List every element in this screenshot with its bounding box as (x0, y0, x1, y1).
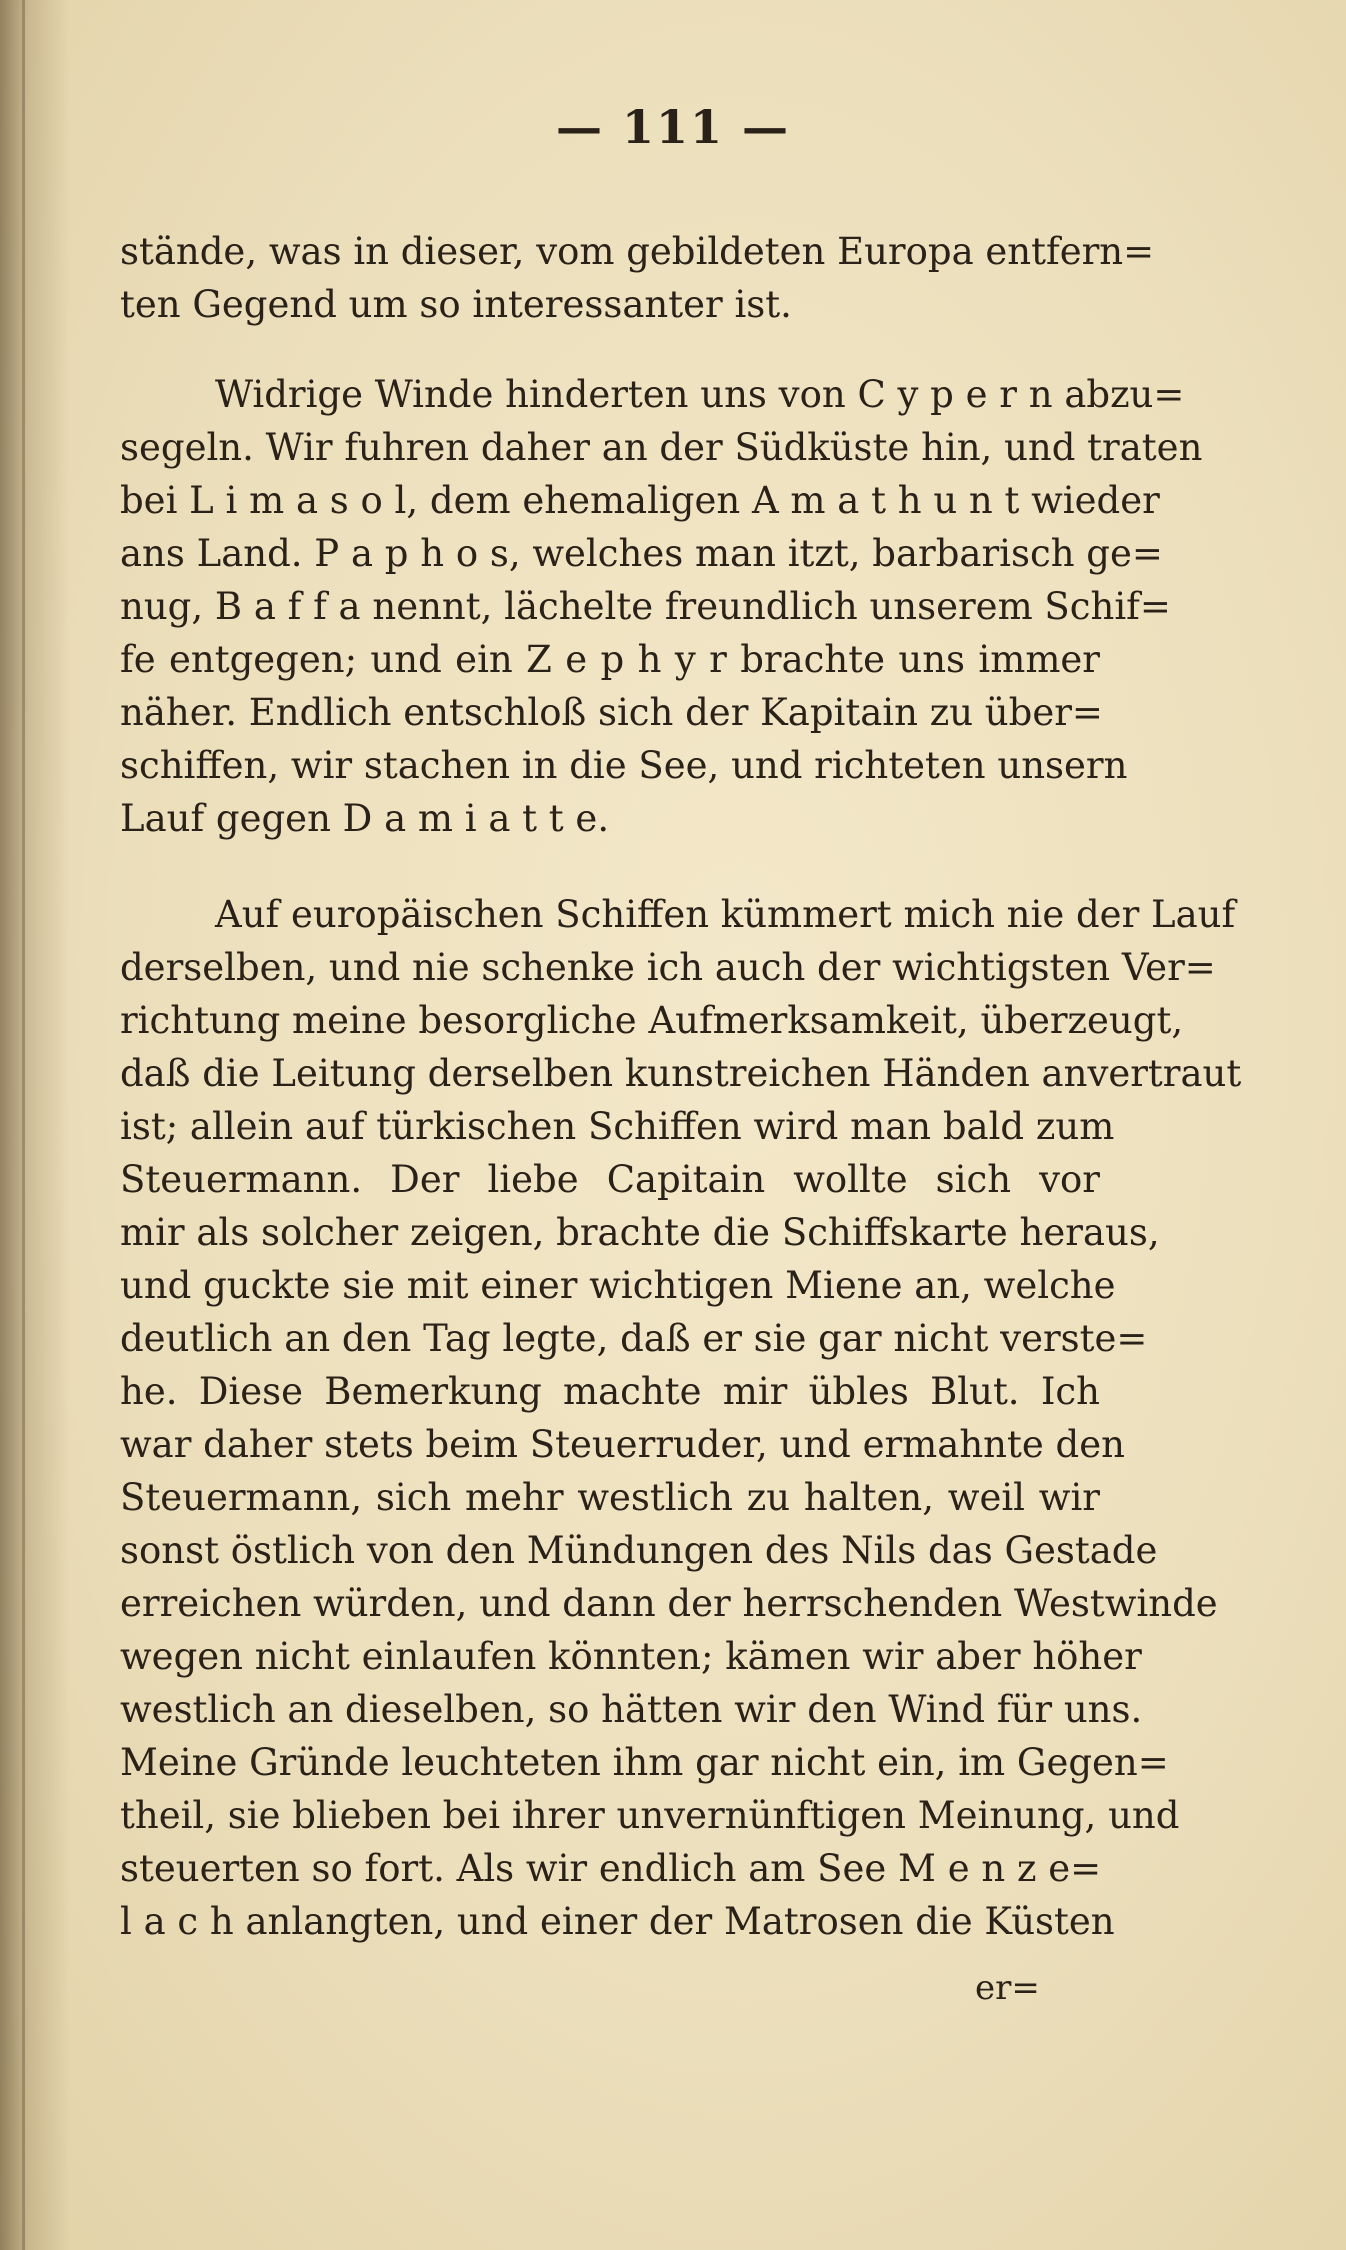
text-line: fe entgegen; und ein Z e p h y r brachte uns immer (120, 638, 1100, 681)
text-line: steuerten so fort. Als wir endlich am See M e n z e= (120, 1847, 1102, 1890)
paragraph-1 (120, 225, 1155, 331)
text-line: ans Land. P a p h o s, welches man itzt, barbarisch ge= (120, 532, 1163, 575)
catchword: er= (975, 1968, 1040, 2008)
text-line: näher. Endlich entschloß sich der Kapitain zu über= (120, 691, 1103, 734)
text-line: sonst östlich von den Mündungen des Nils das Gestade (120, 1529, 1158, 1572)
paragraph-2 (120, 368, 1203, 845)
text-line: he. Diese Bemerkung machte mir übles Blut. Ich (120, 1370, 1100, 1413)
text-line: segeln. Wir fuhren daher an der Südküste hin, und traten (120, 426, 1203, 469)
text-line: Meine Gründe leuchteten ihm gar nicht ein, im Gegen= (120, 1741, 1169, 1784)
text-line: und guckte sie mit einer wichtigen Miene an, welche (120, 1264, 1116, 1307)
text-line: l a c h anlangten, und einer der Matrosen die Küsten (120, 1900, 1115, 1943)
text-line: Widrige Winde hinderten uns von C y p e r n abzu= (215, 373, 1185, 416)
text-line: schiffen, wir stachen in die See, und richteten unsern (120, 744, 1128, 787)
page-number: — 111 — (555, 100, 791, 154)
text-line: daß die Leitung derselben kunstreichen Händen anvertraut (120, 1052, 1242, 1095)
text-line: wegen nicht einlaufen könnten; kämen wir aber höher (120, 1635, 1142, 1678)
text-line: westlich an dieselben, so hätten wir den Wind für uns. (120, 1688, 1143, 1731)
paragraph-3 (120, 888, 1242, 1948)
text-line: mir als solcher zeigen, brachte die Schiffskarte heraus, (120, 1211, 1160, 1254)
text-line: bei L i m a s o l, dem ehemaligen A m a t h u n t wieder (120, 479, 1160, 522)
text-line: deutlich an den Tag legte, daß er sie gar nicht verste= (120, 1317, 1148, 1360)
book-gutter (22, 0, 25, 2250)
text-line: erreichen würden, und dann der herrschenden Westwinde (120, 1582, 1218, 1625)
text-line: ten Gegend um so interessanter ist. (120, 283, 792, 326)
text-line: stände, was in dieser, vom gebildeten Europa entfern= (120, 230, 1155, 273)
text-line: richtung meine besorgliche Aufmerksamkeit, überzeugt, (120, 999, 1184, 1042)
text-line: theil, sie blieben bei ihrer unvernünftigen Meinung, und (120, 1794, 1180, 1837)
text-line: Steuermann. Der liebe Capitain wollte sich vor (120, 1158, 1100, 1201)
text-line: derselben, und nie schenke ich auch der wichtigsten Ver= (120, 946, 1216, 989)
text-line: nug, B a f f a nennt, lächelte freundlich unserem Schif= (120, 585, 1171, 628)
text-line: Steuermann, sich mehr westlich zu halten, weil wir (120, 1476, 1100, 1519)
text-line: Lauf gegen D a m i a t t e. (120, 797, 610, 840)
text-line: Auf europäischen Schiffen kümmert mich nie der Lauf (215, 893, 1236, 936)
text-line: war daher stets beim Steuerruder, und ermahnte den (120, 1423, 1125, 1466)
text-line: ist; allein auf türkischen Schiffen wird man bald zum (120, 1105, 1115, 1148)
